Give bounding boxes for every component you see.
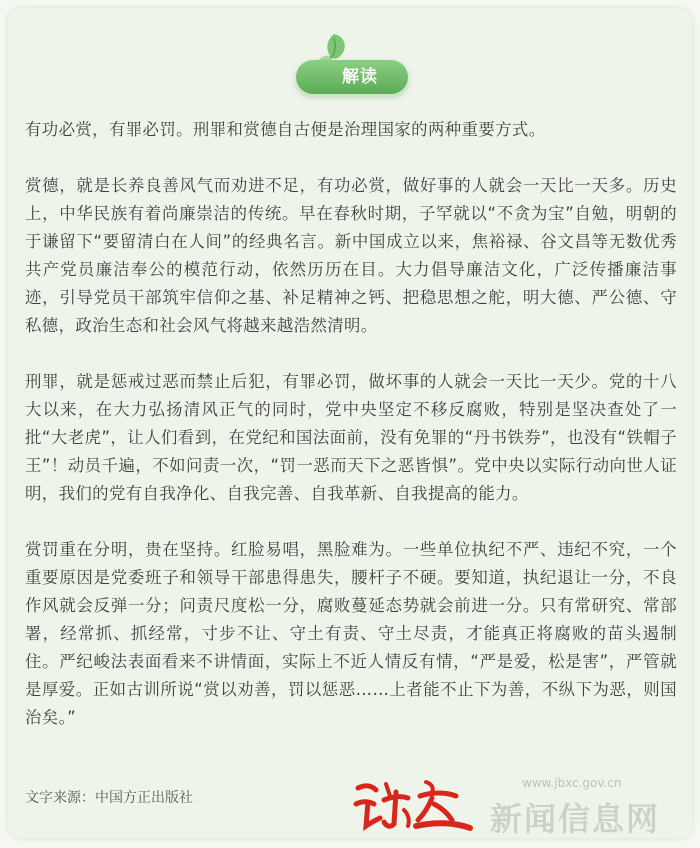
section-badge-label: 解读 [342, 67, 378, 87]
section-header [296, 30, 416, 100]
paragraph: 刑罪，就是惩戒过恶而禁止后犯，有罪必罚，做坏事的人就会一天比一天少。党的十八大以来，在大力弘扬清风正气的同时，党中央坚定不移反腐败，特别是坚决查处了一批“大老虎”，让人们看到，在党纪和国法面前，没有免罪的“丹书铁券”，也没有“铁帽子王”！动员千遍，不如问责一次，“罚一恶而天下之恶皆惧”。党中央以实际行动向世人证明，我们的党有自我净化、自我完善、自我革新、自我提高的能力。 [25, 372, 677, 503]
calligraphy-logo-icon [350, 774, 480, 836]
watermark [350, 768, 690, 840]
watermark-name: 新闻信息网 [490, 800, 661, 838]
article-body [25, 116, 677, 760]
paragraph: 赏德，就是长养良善风气而劝进不足，有功必赏，做好事的人就会一天比一天多。历史上，中华民族有着尚廉崇洁的传统。早在春秋时期，子罕就以“不贪为宝”自勉，明朝的于谦留下“要留清白在人间”的经典名言。新中国成立以来，焦裕禄、谷文昌等无数优秀共产党员廉洁奉公的模范行动，依然历历在目。大力倡导廉洁文化，广泛传播廉洁事迹，引导党员干部筑牢信仰之基、补足精神之钙、把稳思想之舵，明大德、严公德、守私德，政治生态和社会风气将越来越浩然清明。 [25, 176, 677, 335]
source-credit: 文字来源：中国方正出版社 [25, 790, 193, 806]
section-badge [296, 60, 408, 94]
article-card [8, 8, 692, 838]
paragraph: 赏罚重在分明，贵在坚持。红脸易唱，黑脸难为。一些单位执纪不严、违纪不究，一个重要原因是党委班子和领导干部患得患失，腰杆子不硬。要知道，执纪退让一分，不良作风就会反弹一分；问责尺度松一分，腐败蔓延态势就会前进一分。只有常研究、常部署，经常抓、抓经常，寸步不让、守土有责、守土尽责，才能真正将腐败的苗头遏制住。严纪峻法表面看来不讲情面，实际上不近人情反有情，“严是爱，松是害”，严管就是厚爱。正如古训所说“赏以劝善，罚以惩恶……上者能不止下为善，不纵下为恶，则国治矣。” [25, 540, 677, 727]
watermark-url: www.jbxc.gov.cn [522, 776, 622, 790]
paragraph: 有功必赏，有罪必罚。刑罪和赏德自古便是治理国家的两种重要方式。 [25, 120, 546, 139]
